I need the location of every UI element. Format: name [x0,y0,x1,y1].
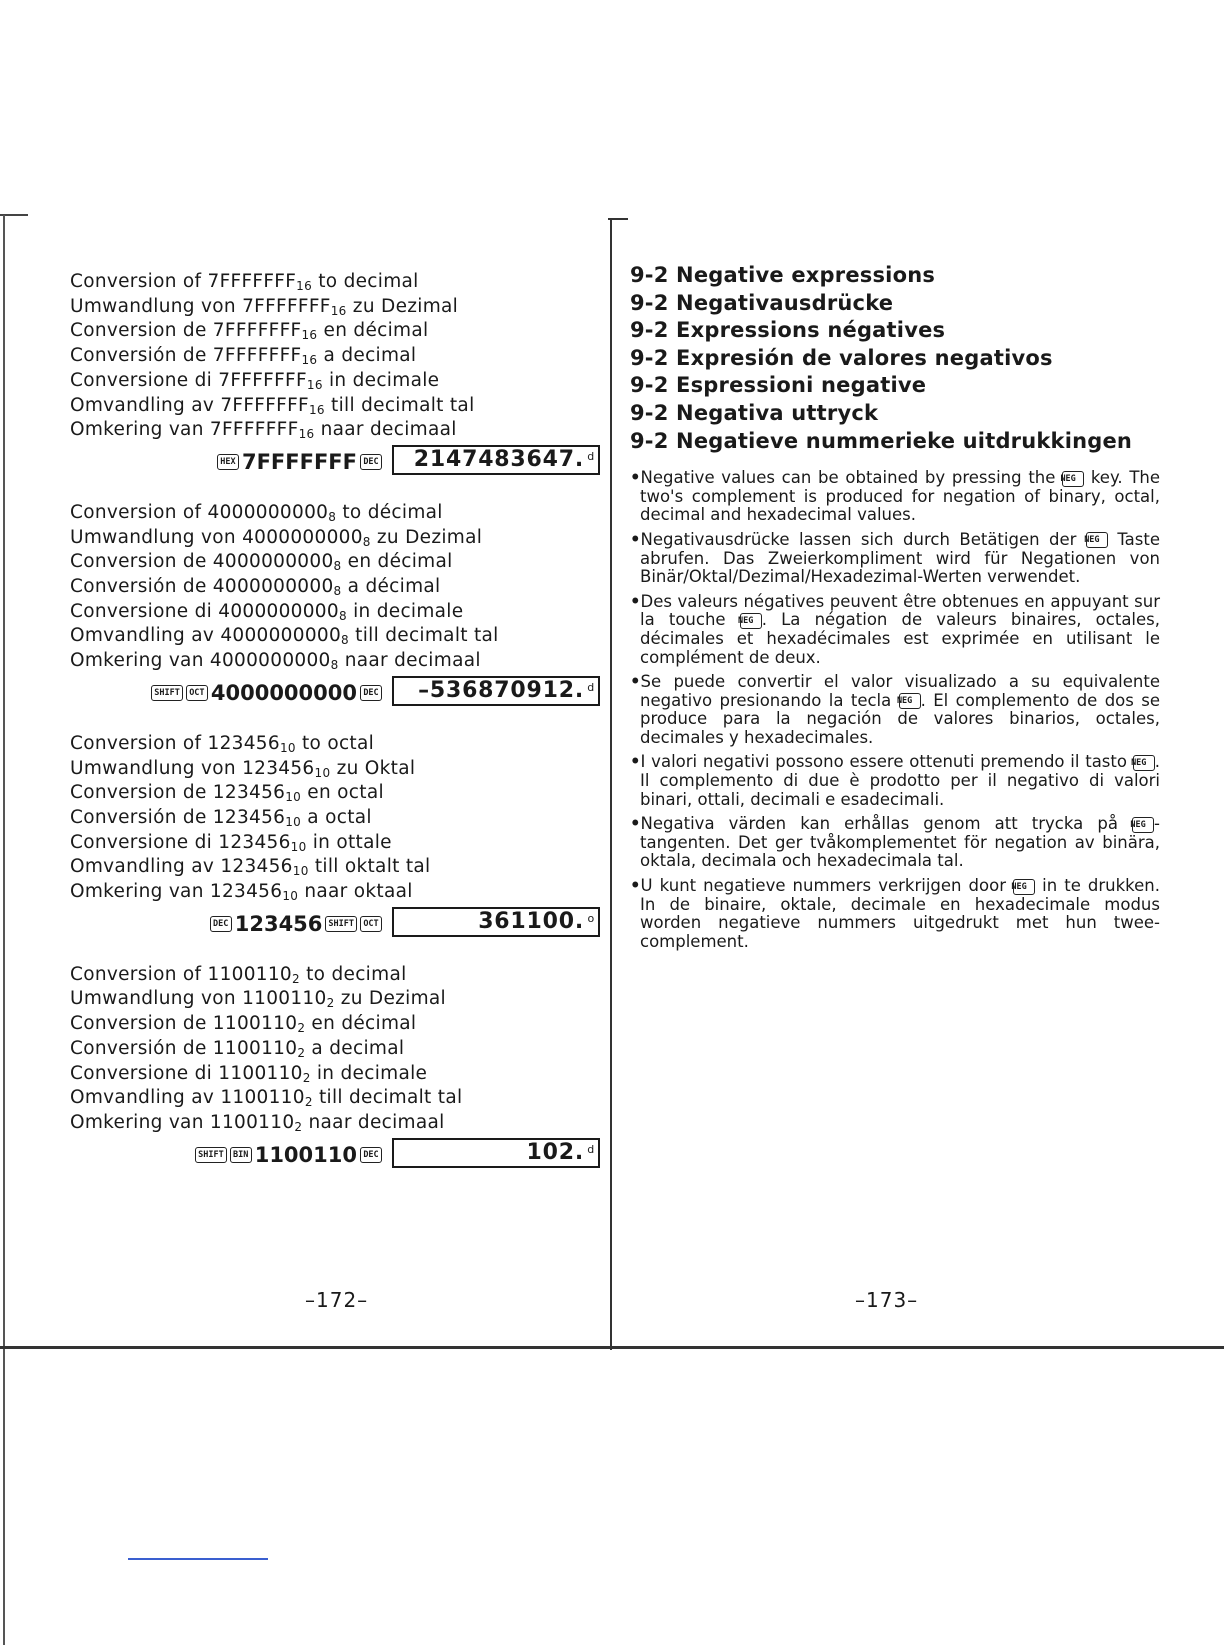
section-body [630,469,1160,951]
line-text: Conversione di 4000000000 [70,600,339,622]
neg-key-icon: NEG [899,693,921,709]
conversion-line [70,649,600,674]
paragraph [630,877,1160,951]
calculator-key-icon: HEX [217,454,239,470]
line-text: Conversion of 1100110 [70,963,293,985]
number-base: 2 [297,1045,306,1060]
key-sequence-row [70,676,600,710]
conversion-line [70,418,600,443]
conversion-line [70,501,600,526]
right-page [630,262,1160,957]
number-base: 8 [330,658,339,673]
line-text: naar decimaal [314,419,457,441]
bullet-icon: • [630,876,641,896]
number-base: 16 [296,279,313,293]
paragraph-text: Des valeurs négatives peuvent être obtenues en appuyant sur la touche [640,591,1160,630]
line-text: Conversión de 123456 [70,806,286,828]
key-sequence [151,678,382,708]
paragraph [630,753,1160,809]
section-heading: 9-2 Negativausdrücke [630,290,894,315]
calculator-key-icon: OCT [360,916,382,932]
line-text: Conversion de 123456 [70,782,286,804]
line-text: Conversión de 4000000000 [70,576,334,598]
display-value: 2147483647. [413,446,584,472]
line-text: to decimal [312,271,419,292]
conversion-line [70,550,600,575]
line-text: Conversion de 4000000000 [70,551,334,573]
number-base: 16 [306,377,323,392]
conversion-line [70,575,600,600]
line-text: zu Oktal [330,757,416,779]
paragraph-text: . La négation de valeurs binaires, octales, décimales et hexadécimales est exprimée en utilisant le complément de deux. [640,610,1161,667]
conversion-line [70,600,600,625]
calculator-key-icon: DEC [360,685,382,701]
line-text: naar decimaal [338,650,481,672]
number-base: 2 [302,1070,311,1085]
mode-indicator: d [587,680,595,694]
key-sequence [210,909,382,939]
line-text: in decimale [346,600,464,622]
number-base: 10 [314,765,331,780]
line-text: Conversion of 7FFFFFFF [70,271,297,292]
mode-indicator: o [587,911,595,925]
paragraph-text: key. The two's complement is produced for negation of binary, octal, decimal and hexadecimal values. [640,468,1161,525]
conversion-line [70,831,600,856]
conversion-line [70,855,600,880]
conversion-line [70,1062,600,1087]
line-text: a decimal [305,1037,405,1059]
paragraph-text: Negative values can be obtained by pressing the [640,468,1063,488]
display-value: 361100. [478,908,584,934]
neg-key-icon: NEG [1086,532,1108,548]
line-text: naar oktaal [298,881,413,903]
calculator-key-icon: DEC [360,1147,382,1163]
number-base: 16 [309,402,325,417]
line-text: Conversión de 7FFFFFFF [70,345,302,367]
paragraph [630,673,1160,747]
conversion-line [70,781,600,806]
key-sequence [217,447,382,477]
line-text: Conversion of 4000000000 [70,501,329,523]
conversion-line [70,270,600,295]
line-text: in decimale [310,1062,428,1084]
neg-key-icon: NEG [740,613,762,629]
number-base: 8 [362,534,371,549]
line-text: Umwandlung von 7FFFFFFF [70,295,331,317]
number-base: 16 [301,328,318,343]
calculator-key-icon: SHIFT [151,685,183,701]
bullet-icon: • [630,468,641,488]
calculator-display [392,1138,600,1168]
page-edge-bottom [0,1346,1224,1349]
line-text: till decimalt tal [312,1087,463,1109]
conversion-line [70,1086,600,1111]
line-text: en décimal [341,551,453,573]
number-base: 2 [294,1119,303,1134]
conversion-line [70,344,600,369]
number-base: 8 [341,633,349,648]
line-text: a décimal [341,576,441,598]
paragraph-text: I valori negativi possono essere ottenuti premendo il tasto [640,752,1133,772]
conversion-line [70,624,600,649]
section-heading: 9-2 Negative expressions [630,263,936,287]
paragraph-text: Negativausdrücke lassen sich durch Betätigen der [640,529,1086,549]
neg-key-icon: NEG [1013,879,1035,895]
line-text: Omvandling av 4000000000 [70,625,342,647]
number-base: 8 [328,509,337,524]
paragraph [630,469,1160,525]
line-text: Omvandling av 7FFFFFFF [70,394,309,416]
line-text: Umwandlung von 123456 [70,757,315,779]
number-base: 2 [326,996,335,1011]
paragraph-text: U kunt negatieve nummers verkrijgen door [640,876,1014,896]
number-base: 10 [285,790,302,805]
line-text: Conversione di 7FFFFFFF [70,369,307,391]
number-base: 2 [304,1095,313,1110]
paragraph-text: Se puede convertir el valor visualizado a su equivalente negativo presionando la tecla [640,672,1160,710]
input-value: 1100110 [254,1142,357,1167]
calculator-key-icon: DEC [360,454,382,470]
number-base: 10 [279,740,296,755]
line-text: en décimal [305,1013,417,1035]
section-headings [630,262,1160,455]
conversion-block [70,501,600,710]
calculator-display [392,445,600,475]
number-base: 2 [297,1021,306,1036]
section-heading: 9-2 Expresión de valores negativos [630,345,1053,370]
paragraph-text: Taste abrufen. Das Zweierkompliment wird für Negationen von Binär/Oktal/Dezimal/Hexadezimal-Werten verwendet. [640,529,1160,587]
number-base: 8 [333,584,342,599]
number-base: 16 [301,353,318,368]
key-sequence-row [70,1138,600,1172]
neg-key-icon: NEG [1132,817,1154,833]
neg-key-icon: NEG [1062,471,1084,487]
line-text: Conversión de 1100110 [70,1037,298,1059]
scan-artifact-line [128,1558,268,1560]
paragraph-text: . Il complemento di due è prodotto per il negativo di valori binari, ottali, decimali e esadecimali. [640,752,1160,809]
conversion-block [70,963,600,1172]
section-heading: 9-2 Negativa uttryck [630,400,879,425]
line-text: to decimal [299,963,407,985]
line-text: Omkering van 123456 [70,881,283,903]
conversion-examples [70,270,600,1172]
input-value: 7FFFFFFF [241,449,357,474]
line-text: till decimalt tal [324,394,475,416]
bullet-icon: • [630,814,641,834]
conversion-line [70,1037,600,1062]
conversion-line [70,1111,600,1136]
line-text: zu Dezimal [346,295,459,317]
number-base: 10 [282,889,299,904]
number-base: 10 [285,814,302,829]
line-text: Omkering van 1100110 [70,1111,295,1133]
paragraph [630,815,1160,871]
line-text: Conversion de 7FFFFFFF [70,320,302,342]
line-text: till decimalt tal [348,625,499,647]
line-text: en décimal [317,320,429,342]
line-text: en octal [301,782,384,804]
line-text: Omkering van 7FFFFFFF [70,419,299,441]
number-base: 8 [333,559,342,574]
key-sequence-row [70,907,600,941]
conversion-line [70,369,600,394]
section-heading: 9-2 Expressions négatives [630,318,946,343]
number-base: 16 [298,427,315,442]
calculator-key-icon: BIN [230,1147,252,1163]
left-page [70,270,600,1194]
calculator-key-icon: DEC [210,916,232,932]
line-text: to décimal [336,501,443,523]
conversion-block [70,270,600,479]
calculator-key-icon: OCT [186,685,208,701]
bullet-icon: • [630,752,641,772]
display-value: –536870912. [418,677,584,703]
conversion-line [70,732,600,757]
line-text: Umwandlung von 4000000000 [70,526,363,548]
line-text: Omkering van 4000000000 [70,650,331,672]
line-text: a decimal [317,345,417,367]
line-text: zu Dezimal [334,988,446,1010]
number-base: 16 [330,303,347,318]
conversion-line [70,319,600,344]
mode-indicator: d [587,449,595,463]
paragraph [630,593,1160,667]
input-value: 4000000000 [210,680,357,705]
line-text: Conversione di 123456 [70,831,291,853]
number-base: 10 [292,864,309,879]
conversion-line [70,757,600,782]
calculator-key-icon: SHIFT [325,916,357,932]
display-value: 102. [526,1139,584,1165]
line-text: Omvandling av 1100110 [70,1087,305,1109]
key-sequence-row [70,445,600,479]
line-text: Conversion de 1100110 [70,1013,298,1035]
page-number-left: –172– [305,1288,369,1312]
conversion-line [70,963,600,988]
conversion-line [70,295,600,320]
section-heading: 9-2 Espressioni negative [630,373,927,398]
paragraph [630,531,1160,587]
mode-indicator: d [587,1142,595,1156]
neg-key-icon: NEG [1133,755,1155,771]
line-text: Conversion of 123456 [70,732,280,754]
bullet-icon: • [630,591,641,611]
conversion-line [70,987,600,1012]
calculator-key-icon: SHIFT [195,1147,227,1163]
bullet-icon: • [630,529,641,549]
conversion-block [70,732,600,941]
line-text: Umwandlung von 1100110 [70,988,327,1010]
line-text: a octal [301,806,372,828]
paragraph-text: . El complemento de dos se produce para la negación de valores binarios, octales, decimales y hexadecimales. [640,690,1160,747]
number-base: 8 [338,608,347,623]
paragraph-text: -tangenten. Det ger tvåkomplementet för negation av binära, oktala, decimala och hexadecimala tal. [640,814,1160,871]
paragraph-text: Negativa värden kan erhållas genom att trycka på [640,814,1133,834]
page-number-right: –173– [855,1288,919,1312]
paragraph-text: in te drukken. In de binaire, oktale, decimale en hexadecimale modus worden negatieve nummers uitgedrukt met hun twee-complement. [640,876,1160,951]
number-base: 10 [290,839,307,854]
conversion-line [70,806,600,831]
conversion-line [70,1012,600,1037]
conversion-line [70,880,600,905]
section-heading: 9-2 Negatieve nummerieke uitdrukkingen [630,428,1133,453]
input-value: 123456 [234,911,323,936]
line-text: in decimale [322,369,440,391]
conversion-line [70,394,600,419]
line-text: Omvandling av 123456 [70,856,293,878]
line-text: in ottale [306,831,392,853]
line-text: zu Dezimal [370,526,483,548]
bullet-icon: • [630,672,641,692]
line-text: till oktalt tal [308,856,431,878]
conversion-line [70,526,600,551]
line-text: naar decimaal [302,1111,445,1133]
number-base: 2 [292,971,300,986]
book-gutter-line [610,220,612,1350]
line-text: to octal [295,732,375,754]
key-sequence [195,1140,382,1170]
calculator-display [392,907,600,937]
line-text: Conversione di 1100110 [70,1062,303,1084]
page-edge-left [3,215,5,1645]
calculator-display [392,676,600,706]
